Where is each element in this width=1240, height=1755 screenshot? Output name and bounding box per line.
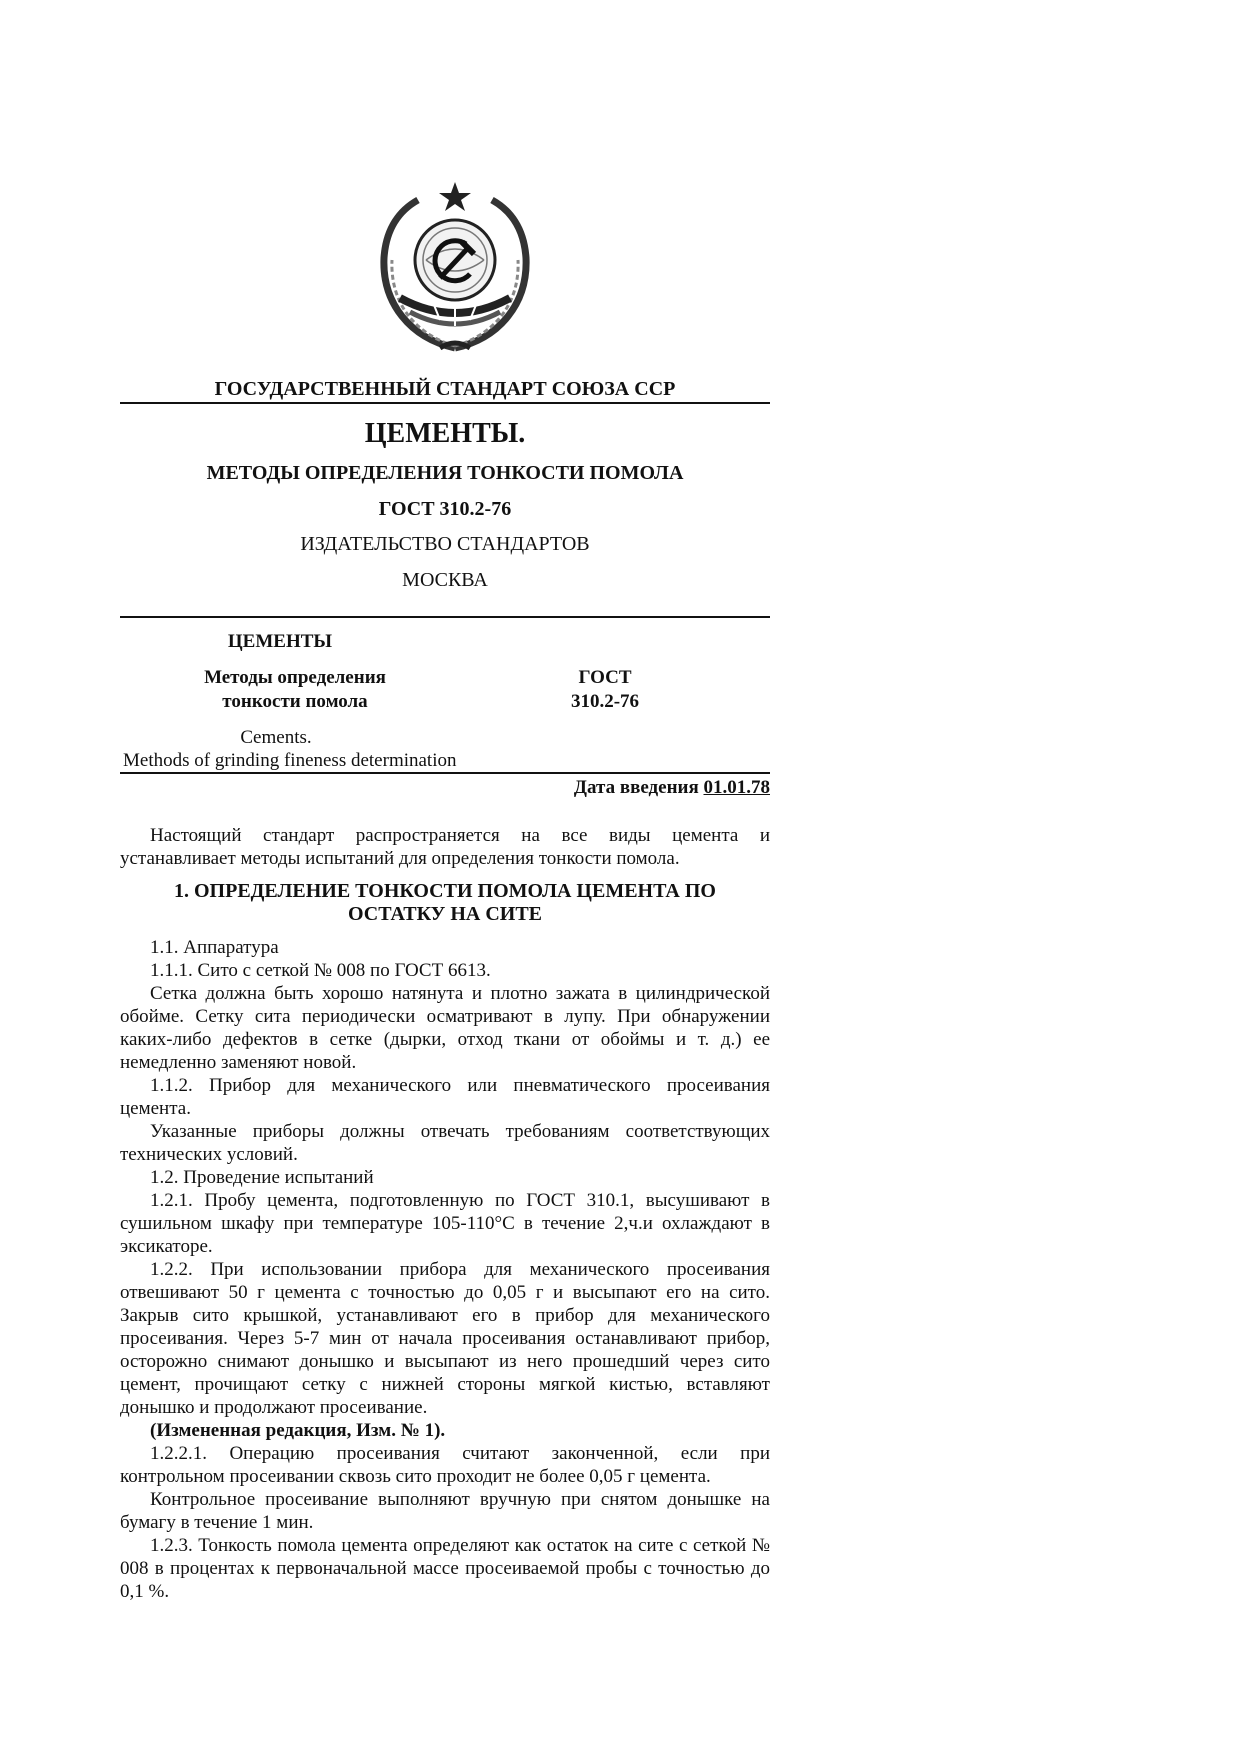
header-rule-bottom: [120, 616, 770, 618]
paragraph-1-2-1: 1.2.1. Пробу цемента, подготовленную по ГОСТ 310.1, высушивают в сушильном шкафу при температуре 105-110°С в течение 2,ч.и охлаждают в эксикаторе.: [120, 1190, 770, 1257]
paragraph-1-1-2: 1.1.2. Прибор для механического или пневматического просеивания цемента.: [120, 1075, 770, 1119]
titleblock-subject-line2: тонкости помола: [222, 691, 368, 712]
amendment-note: (Измененная редакция, Изм. № 1).: [150, 1420, 446, 1441]
document-subtitle: МЕТОДЫ ОПРЕДЕЛЕНИЯ ТОНКОСТИ ПОМОЛА: [206, 462, 684, 484]
paragraph-1-1: 1.1. Аппаратура: [150, 937, 279, 958]
paragraph-control-sieving: Контрольное просеивание выполняют вручную при снятом донышке на бумагу в течение 1 мин.: [120, 1489, 770, 1533]
intro-paragraph: Настоящий стандарт распространяется на все виды цемента и устанавливает методы испытаний для определения тонкости помола.: [120, 825, 770, 869]
document-title: ЦЕМЕНТЫ.: [364, 418, 526, 449]
titleblock-gost-code: 310.2-76: [570, 691, 640, 712]
introduction-date-value: 01.01.78: [703, 777, 770, 798]
city: МОСКВА: [402, 569, 488, 591]
section-1-heading-line2: ОСТАТКУ НА СИТЕ: [347, 903, 543, 925]
paragraph-1-1-1: 1.1.1. Сито с сеткой № 008 по ГОСТ 6613.: [150, 960, 491, 981]
introduction-date-line: [120, 776, 770, 800]
body-text: [120, 824, 770, 1603]
publisher: ИЗДАТЕЛЬСТВО СТАНДАРТОВ: [300, 533, 590, 555]
paragraph-mesh: Сетка должна быть хорошо натянута и плотно зажата в цилиндрической обойме. Сетку сита периодически осматривают в лупу. При обнаружении каких-либо дефектов в сетке (дырки, отход ткани от обоймы и т. д.) ее немедленно заменяют новой.: [120, 983, 770, 1073]
paragraph-1-2-2: 1.2.2. При использовании прибора для механического просеивания отвешивают 50 г цемента с точностью до 0,05 г и высыпают его на сито. Закрыв сито крышкой, устанавливают его в прибор для механического просеивания. Через 5-7 мин от начала просеивания останавливают прибор, осторожно снимают донышко и высыпают из него прошедший через сито цемент, прочищают сетку с нижней стороны мягкой кистью, вставляют донышко и продолжают просеивание.: [120, 1259, 770, 1418]
titleblock-gost-label: ГОСТ: [578, 667, 632, 688]
titleblock-subject-line1: Методы определения: [204, 667, 386, 688]
section-1-heading-line1: 1. ОПРЕДЕЛЕНИЕ ТОНКОСТИ ПОМОЛА ЦЕМЕНТА ПО: [173, 880, 716, 902]
titleblock-rule: [120, 772, 770, 774]
section-1-heading: [120, 880, 770, 926]
introduction-date-label: Дата введения: [573, 777, 699, 798]
paragraph-devices: Указанные приборы должны отвечать требованиям соответствующих технических условий.: [120, 1121, 770, 1165]
paragraph-1-2: 1.2. Проведение испытаний: [150, 1167, 374, 1188]
paragraph-1-2-3: 1.2.3. Тонкость помола цемента определяют как остаток на сите с сеткой № 008 в процентах к первоначальной массе просеиваемой пробы с точностью до 0,1 %.: [120, 1535, 770, 1602]
paragraph-1-2-2-1: 1.2.2.1. Операцию просеивания считают законченной, если при контрольном просеивании сквозь сито проходит не более 0,05 г цемента.: [120, 1443, 770, 1487]
english-title-line1: Cements.: [240, 727, 312, 748]
gost-number: ГОСТ 310.2-76: [378, 498, 512, 520]
state-emblem-icon: [370, 178, 540, 358]
header-rule-top: [120, 402, 770, 404]
english-title-line2: Methods of grinding fineness determination: [123, 750, 457, 771]
standard-org-heading: ГОСУДАРСТВЕННЫЙ СТАНДАРТ СОЮЗА ССР: [214, 378, 676, 400]
titleblock-name: ЦЕМЕНТЫ: [227, 631, 333, 652]
